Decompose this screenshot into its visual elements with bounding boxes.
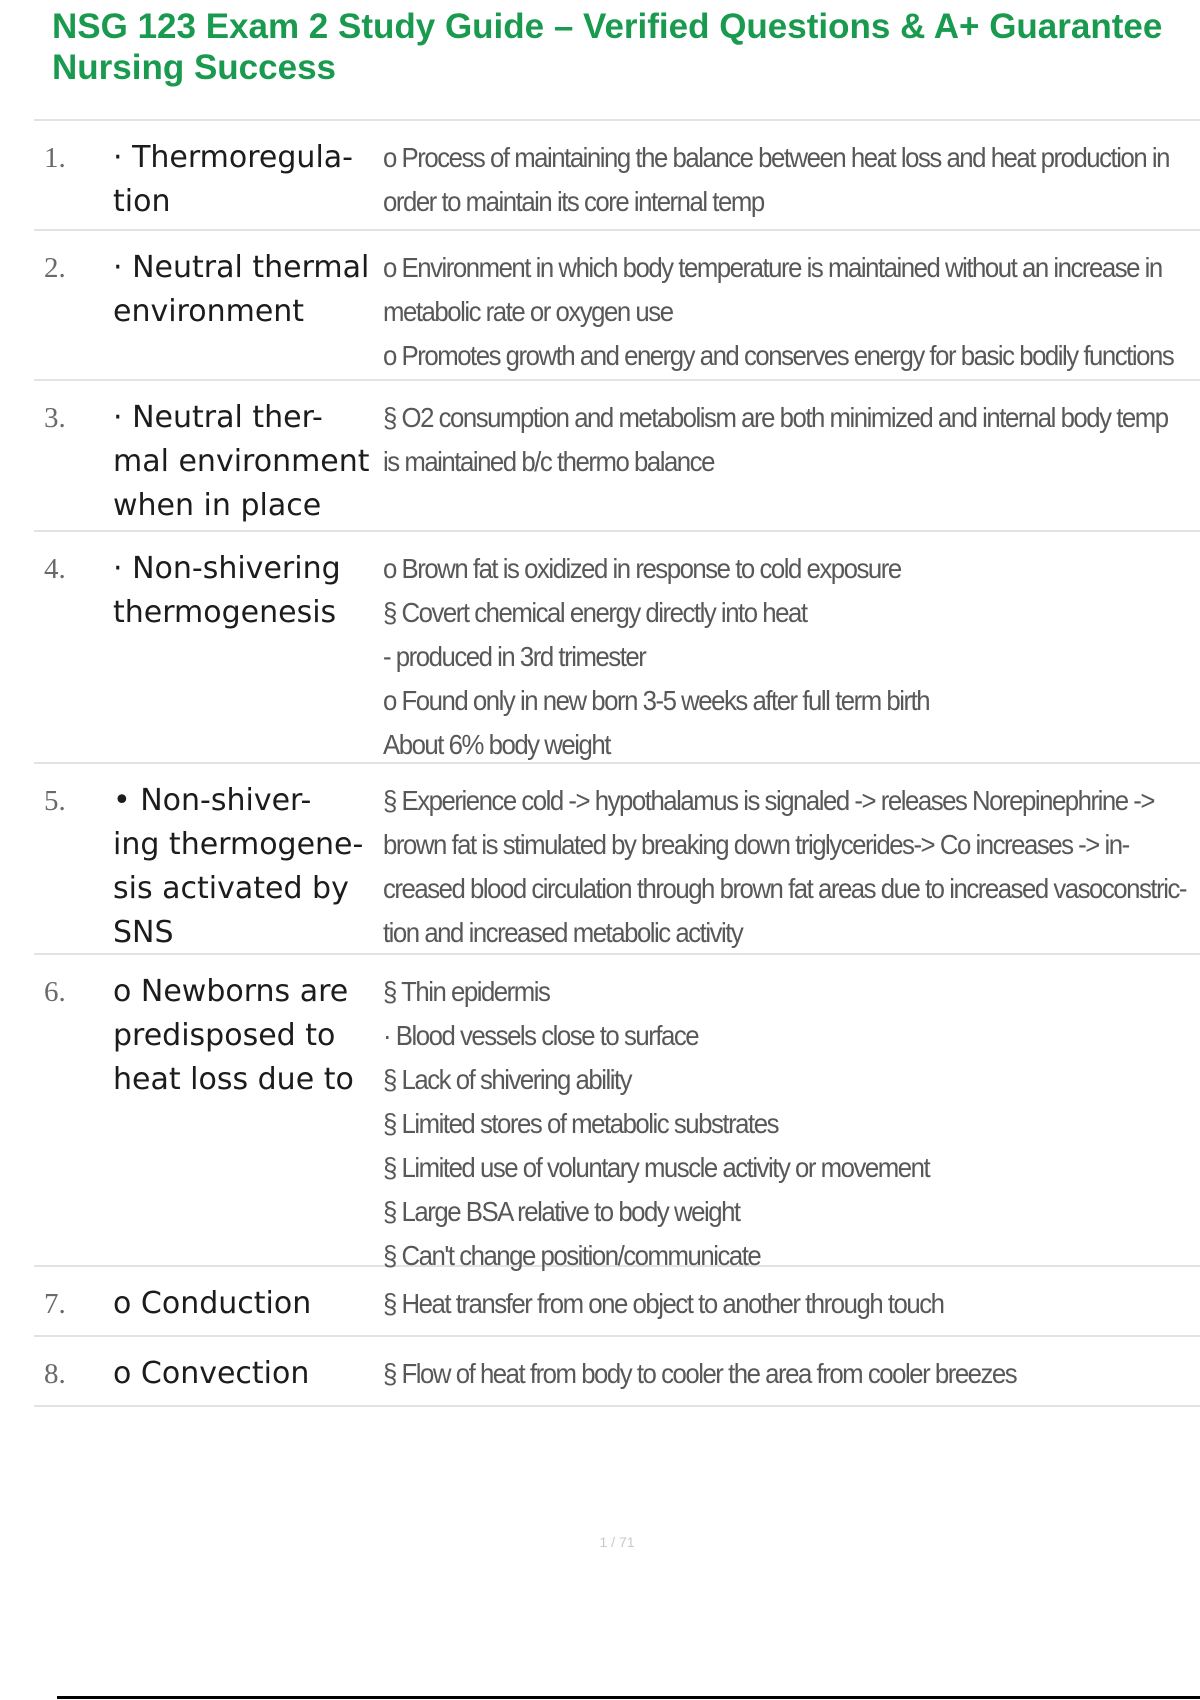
definition-line: § Heat transfer from one object to another through touch	[383, 1288, 944, 1319]
flashcard-row	[34, 955, 1200, 1271]
flashcard-number: 1.	[44, 142, 66, 174]
flashcard-row	[34, 532, 1200, 764]
definition-line: o Environment in which body temperature is maintained without an increase in	[383, 252, 1162, 283]
flashcard-number: 4.	[44, 553, 66, 585]
flashcard-row	[34, 381, 1200, 532]
flashcard-term: · Neutral ther- mal environment when in place	[113, 400, 370, 523]
definition-line: brown fat is stimulated by breaking down triglycerides-> Co increases -> in-	[383, 829, 1129, 860]
definition-line: § Can't change position/communicate	[383, 1240, 761, 1271]
definition-line: § O2 consumption and metabolism are both minimized and internal body temp	[383, 402, 1168, 433]
definition-line: · Blood vessels close to surface	[383, 1020, 699, 1051]
page-counter: 1 / 71	[599, 1534, 635, 1550]
flashcard-term: o Conduction	[113, 1286, 312, 1321]
definition-line: § Experience cold -> hypothalamus is signaled -> releases Norepinephrine ->	[383, 785, 1154, 816]
definition-line: § Flow of heat from body to cooler the area from cooler breezes	[383, 1358, 1017, 1389]
document-title	[52, 6, 1200, 88]
flashcard-term: • Non-shiver- ing thermogene- sis activated by SNS	[113, 783, 364, 950]
flashcard-term: · Neutral thermal environment	[113, 250, 370, 329]
flashcard-row	[34, 231, 1200, 381]
definition-line: is maintained b/c thermo balance	[383, 446, 714, 477]
flashcard-number: 5.	[44, 785, 66, 817]
flashcard-number: 2.	[44, 252, 66, 284]
definition-line: § Covert chemical energy directly into heat	[383, 597, 807, 628]
flashcard-definition	[383, 1352, 1135, 1396]
definition-line: o Promotes growth and energy and conserves energy for basic bodily functions	[383, 340, 1174, 371]
flashcard-definition	[383, 246, 1173, 378]
definition-line: § Limited stores of metabolic substrates	[383, 1108, 778, 1139]
flashcard-number: 3.	[44, 402, 66, 434]
document-title-line-1: NSG 123 Exam 2 Study Guide – Verified Questions & A+ Guarantee	[52, 7, 1163, 46]
definition-line: § Thin epidermis	[383, 976, 550, 1007]
flashcard-definition	[383, 136, 1169, 224]
definition-line: tion and increased metabolic activity	[383, 917, 743, 948]
definition-line: o Process of maintaining the balance between heat loss and heat production in	[383, 142, 1169, 173]
flashcard-term: o Newborns are predisposed to heat loss due to	[113, 974, 354, 1097]
flashcard-definition	[383, 970, 1135, 1278]
flashcard-row	[34, 1337, 1200, 1407]
definition-line: order to maintain its core internal temp	[383, 186, 764, 217]
flashcard-term: o Convection	[113, 1356, 310, 1391]
flashcard-list	[34, 119, 1200, 1407]
flashcard-definition	[383, 1282, 1135, 1326]
flashcard-row	[34, 764, 1200, 955]
document-title-line-2: Nursing Success	[52, 48, 336, 87]
flashcard-definition	[383, 547, 1135, 767]
flashcard-number: 8.	[44, 1358, 66, 1390]
definition-line: About 6% body weight	[383, 729, 610, 760]
definition-line: o Brown fat is oxidized in response to cold exposure	[383, 553, 901, 584]
flashcard-definition	[383, 396, 1168, 484]
definition-line: creased blood circulation through brown fat areas due to increased vasoconstric-	[383, 873, 1186, 904]
flashcard-term: · Thermoregula- tion	[113, 140, 353, 219]
flashcard-row	[34, 121, 1200, 231]
flashcard-number: 7.	[44, 1288, 66, 1320]
flashcard-number: 6.	[44, 976, 66, 1008]
definition-line: o Found only in new born 3-5 weeks after full term birth	[383, 685, 930, 716]
definition-line: § Large BSA relative to body weight	[383, 1196, 740, 1227]
flashcard-term: · Non-shivering thermogenesis	[113, 551, 341, 630]
definition-line: - produced in 3rd trimester	[383, 641, 646, 672]
bottom-rule	[57, 1696, 1200, 1699]
definition-line: § Limited use of voluntary muscle activity or movement	[383, 1152, 930, 1183]
definition-line: metabolic rate or oxygen use	[383, 296, 673, 327]
flashcard-definition	[383, 779, 1186, 955]
definition-line: § Lack of shivering ability	[383, 1064, 632, 1095]
